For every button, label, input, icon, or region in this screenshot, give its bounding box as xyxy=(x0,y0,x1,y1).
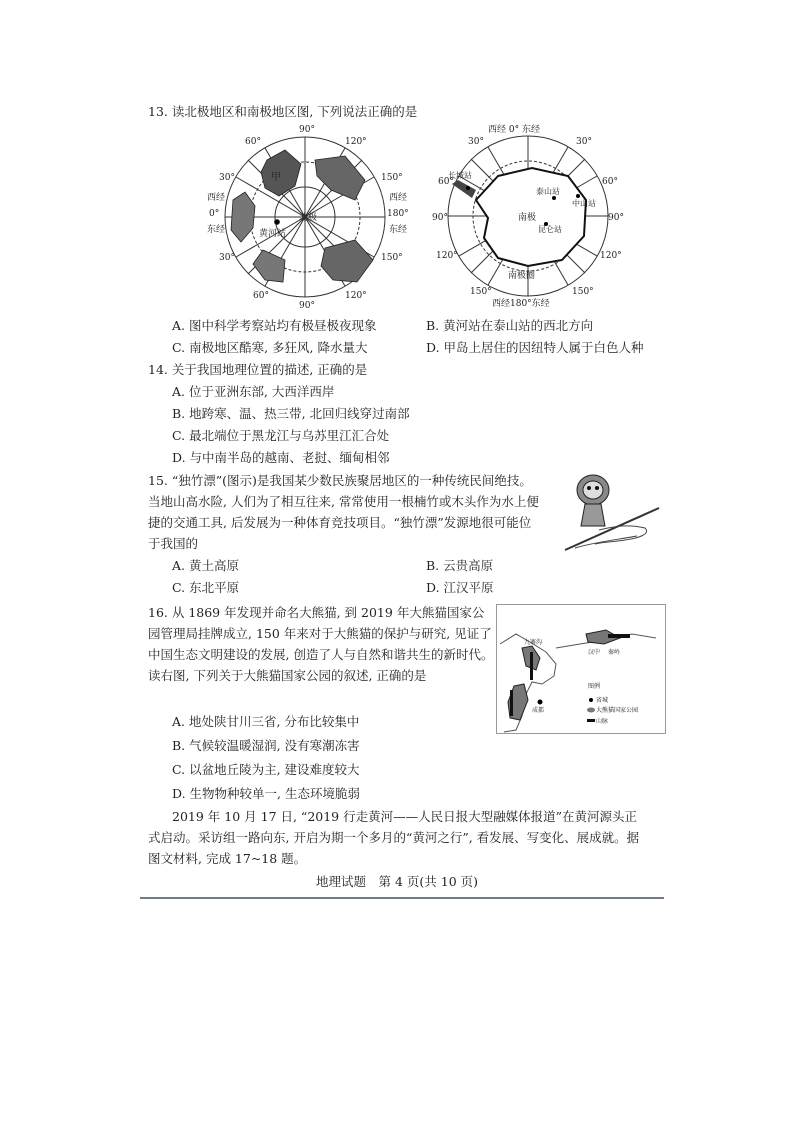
map-legend-mountain: 山脉 xyxy=(596,718,609,725)
map-label-hanzhong: 汉中 xyxy=(588,649,601,656)
map-legend-city: 省城 xyxy=(596,697,609,704)
q16-option-b: B. 气候较温暖湿润, 没有寒潮冻害 xyxy=(172,738,360,753)
q14-stem: 14. 关于我国地理位置的描述, 正确的是 xyxy=(148,362,368,377)
q14-option-a: A. 位于亚洲东部, 大西洋西岸 xyxy=(172,384,335,399)
q13-option-d: D. 甲岛上居住的因纽特人属于白色人种 xyxy=(426,340,644,355)
antarctic-zhongshan-label: 中山站 xyxy=(572,199,596,208)
panda-park-map xyxy=(496,604,666,734)
q15-stem: 15. “独竹漂”(图示)是我国某少数民族聚居地区的一种传统民间绝技。当地山高水险, 人们为了相互往来, 常常使用一根楠竹或木头作为水上便捷的交通工具, 后发展为一种体育竞技项目。“独竹漂”发源地很可能位于我国的 xyxy=(148,473,539,551)
q16-option-c: C. 以盆地丘陵为主, 建设难度较大 xyxy=(172,762,360,777)
antarctic-deg-150e: 150° xyxy=(572,287,594,297)
antarctic-kunlun-label: 昆仑站 xyxy=(538,225,562,234)
antarctic-deg-90e: 90° xyxy=(608,213,624,223)
arctic-deg-60e: 60° xyxy=(253,291,269,301)
map-legend-park: 大熊猫国家公园 xyxy=(596,707,639,714)
q16-option-d: D. 生物物种较单一, 生态环境脆弱 xyxy=(172,786,360,801)
q13-option-b: B. 黄河站在泰山站的西北方向 xyxy=(426,318,594,333)
q15-option-a: A. 黄土高原 xyxy=(172,558,239,573)
arctic-deg-90e-bottom: 90° xyxy=(299,301,315,310)
q16-option-a: A. 地处陕甘川三省, 分布比较集中 xyxy=(172,714,360,729)
antarctic-deg-30w: 30° xyxy=(468,137,484,147)
antarctic-deg-30e: 30° xyxy=(576,137,592,147)
arctic-deg-top: 90° xyxy=(299,125,315,135)
map-label-chengdu: 成都 xyxy=(532,707,545,714)
arctic-west-label: 西经 xyxy=(207,193,226,203)
q15-option-b: B. 云贵高原 xyxy=(426,558,494,573)
arctic-w180-label: 西经 xyxy=(389,193,408,203)
antarctic-changcheng-label: 长城站 xyxy=(448,171,472,180)
arctic-deg-120e: 120° xyxy=(345,137,367,147)
antarctic-pole-label: 南极 xyxy=(518,213,537,223)
antarctic-deg-120w: 120° xyxy=(436,251,458,261)
q15-option-d: D. 江汉平原 xyxy=(426,580,494,595)
arctic-deg-150w: 150° xyxy=(381,253,403,263)
antarctic-deg-60w: 60° xyxy=(438,177,454,187)
footer-rule xyxy=(140,897,664,899)
q14-option-d: D. 与中南半岛的越南、老挝、缅甸相邻 xyxy=(172,450,390,465)
arctic-180-label: 180° xyxy=(387,209,409,219)
antarctic-deg-90w: 90° xyxy=(432,213,448,223)
q16-stem: 16. 从 1869 年发现并命名大熊猫, 到 2019 年大熊猫国家公园管理局挂牌成立, 150 年来对于大熊猫的保护与研究, 见证了中国生态文明建设的发展, 创造了人与自然和谐共生的新时代。读右图, 下列关于大熊猫国家公园的叙述, 正确的是 xyxy=(148,605,494,683)
arctic-deg-60w: 60° xyxy=(245,137,261,147)
arctic-deg-120w: 120° xyxy=(345,291,367,301)
q17-18-intro: 2019 年 10 月 17 日, “2019 行走黄河——人民日报大型融媒体报道”在黄河源头正式启动。采访组一路向东, 开启为期一个多月的“黄河之行”, 看发展、写变化、展成就。据图文材料, 完成 17~18 题。 xyxy=(148,809,640,866)
arctic-deg-150e: 150° xyxy=(381,173,403,183)
q14-option-c: C. 最北端位于黑龙江与乌苏里江汇合处 xyxy=(172,428,390,443)
antarctic-map xyxy=(428,120,628,310)
antarctic-deg-120e: 120° xyxy=(600,251,622,261)
map-label-qinling: 秦岭 xyxy=(608,649,621,656)
arctic-zero-label: 0° xyxy=(209,209,220,219)
q13-option-a: A. 图中科学考察站均有极昼极夜现象 xyxy=(172,318,377,333)
q15-option-c: C. 东北平原 xyxy=(172,580,240,595)
arctic-map xyxy=(205,120,415,310)
antarctic-bottom-label: 西经180°东经 xyxy=(492,299,550,309)
arctic-pole-label: 北极 xyxy=(299,213,318,223)
bamboo-rafting-illustration xyxy=(555,468,665,558)
map-legend-title: 图例 xyxy=(588,683,601,690)
arctic-e180-label: 东经 xyxy=(389,225,408,235)
arctic-deg-30e: 30° xyxy=(219,253,235,263)
arctic-huanghe-label: 黄河站 xyxy=(259,229,287,239)
arctic-east-label: 东经 xyxy=(207,225,226,235)
antarctic-circle-label: 南极圈 xyxy=(508,271,536,281)
page-footer: 地理试题 第 4 页(共 10 页) xyxy=(316,874,479,889)
antarctic-taishan-label: 泰山站 xyxy=(536,187,560,196)
map-label-jiuzhaigou: 九寨沟 xyxy=(524,639,543,646)
arctic-deg-30w: 30° xyxy=(219,173,235,183)
antarctic-top-label: 西经 0° 东经 xyxy=(488,125,540,135)
q14-option-b: B. 地跨寒、温、热三带, 北回归线穿过南部 xyxy=(172,406,410,421)
q13-stem: 13. 读北极地区和南极地区图, 下列说法正确的是 xyxy=(148,104,418,119)
arctic-jia-label: 甲 xyxy=(271,172,281,183)
q13-option-c: C. 南极地区酷寒, 多狂风, 降水量大 xyxy=(172,340,368,355)
antarctic-deg-60e: 60° xyxy=(602,177,618,187)
antarctic-deg-150w: 150° xyxy=(470,287,492,297)
